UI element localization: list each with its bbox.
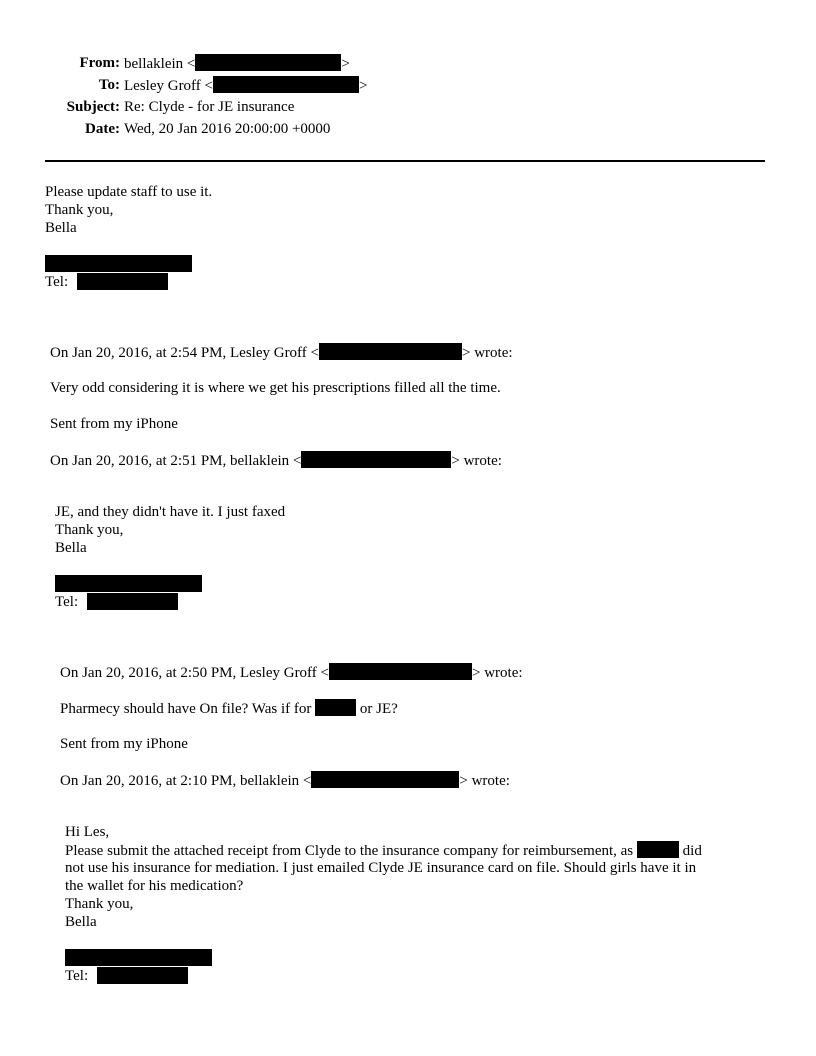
body-line: not use his insurance for mediation. I just emailed Clyde JE insurance card on file. Should girls have it in	[65, 860, 697, 876]
from-value: bellaklein < >	[124, 56, 350, 72]
header-divider	[45, 160, 765, 162]
sent-from: Sent from my iPhone	[60, 736, 188, 752]
signature-name: Bella	[45, 220, 77, 236]
redacted-email	[319, 343, 462, 360]
redacted-email	[213, 76, 359, 93]
from-name: bellaklein	[124, 56, 184, 72]
body-line: JE, and they didn't have it. I just faxed	[55, 504, 286, 520]
redacted-phone	[87, 593, 178, 610]
to-name: Lesley Groff	[124, 78, 201, 94]
redacted-email	[301, 451, 451, 468]
redacted-email	[195, 54, 341, 71]
redacted-name	[637, 841, 679, 858]
redacted-block	[55, 575, 202, 592]
quote-attribution: On Jan 20, 2016, at 2:51 PM, bellaklein < > wrote:	[50, 453, 502, 469]
redacted-block	[45, 255, 192, 272]
tel-label: Tel:	[45, 274, 69, 290]
quote-attribution: On Jan 20, 2016, at 2:50 PM, Lesley Groff < > wrote:	[60, 665, 523, 681]
redacted-email	[329, 663, 472, 680]
tel-label: Tel:	[65, 968, 89, 984]
redacted-block	[65, 949, 212, 966]
body-line: Very odd considering it is where we get his prescriptions filled all the time.	[50, 380, 501, 396]
signature-name: Bella	[65, 914, 97, 930]
to-value: Lesley Groff < >	[124, 78, 368, 94]
subject-value: Re: Clyde - for JE insurance	[124, 99, 295, 115]
subject-label: Subject:	[66, 99, 120, 115]
body-line: Thank you,	[55, 522, 124, 538]
date-value: Wed, 20 Jan 2016 20:00:00 +0000	[124, 121, 331, 137]
quote-attribution: On Jan 20, 2016, at 2:10 PM, bellaklein < > wrote:	[60, 773, 510, 789]
body-line: Thank you,	[65, 896, 134, 912]
tel-label: Tel:	[55, 594, 79, 610]
quote-attribution: On Jan 20, 2016, at 2:54 PM, Lesley Groff < > wrote:	[50, 345, 513, 361]
date-label: Date:	[85, 121, 120, 137]
body-line: Please submit the attached receipt from Clyde to the insurance company for reimbursement, as did	[65, 843, 702, 859]
to-label: To:	[98, 77, 120, 93]
from-label: From:	[79, 55, 120, 71]
redacted-email	[311, 771, 459, 788]
body-line: Pharmecy should have On file? Was if for or JE?	[60, 701, 398, 717]
greeting: Hi Les,	[65, 824, 110, 840]
redacted-phone	[77, 273, 168, 290]
body-line: Please update staff to use it.	[45, 184, 213, 200]
sent-from: Sent from my iPhone	[50, 416, 178, 432]
redacted-name	[315, 699, 356, 716]
signature-name: Bella	[55, 540, 87, 556]
redacted-phone	[97, 967, 188, 984]
body-line: the wallet for his medication?	[65, 878, 244, 894]
body-line: Thank you,	[45, 202, 114, 218]
